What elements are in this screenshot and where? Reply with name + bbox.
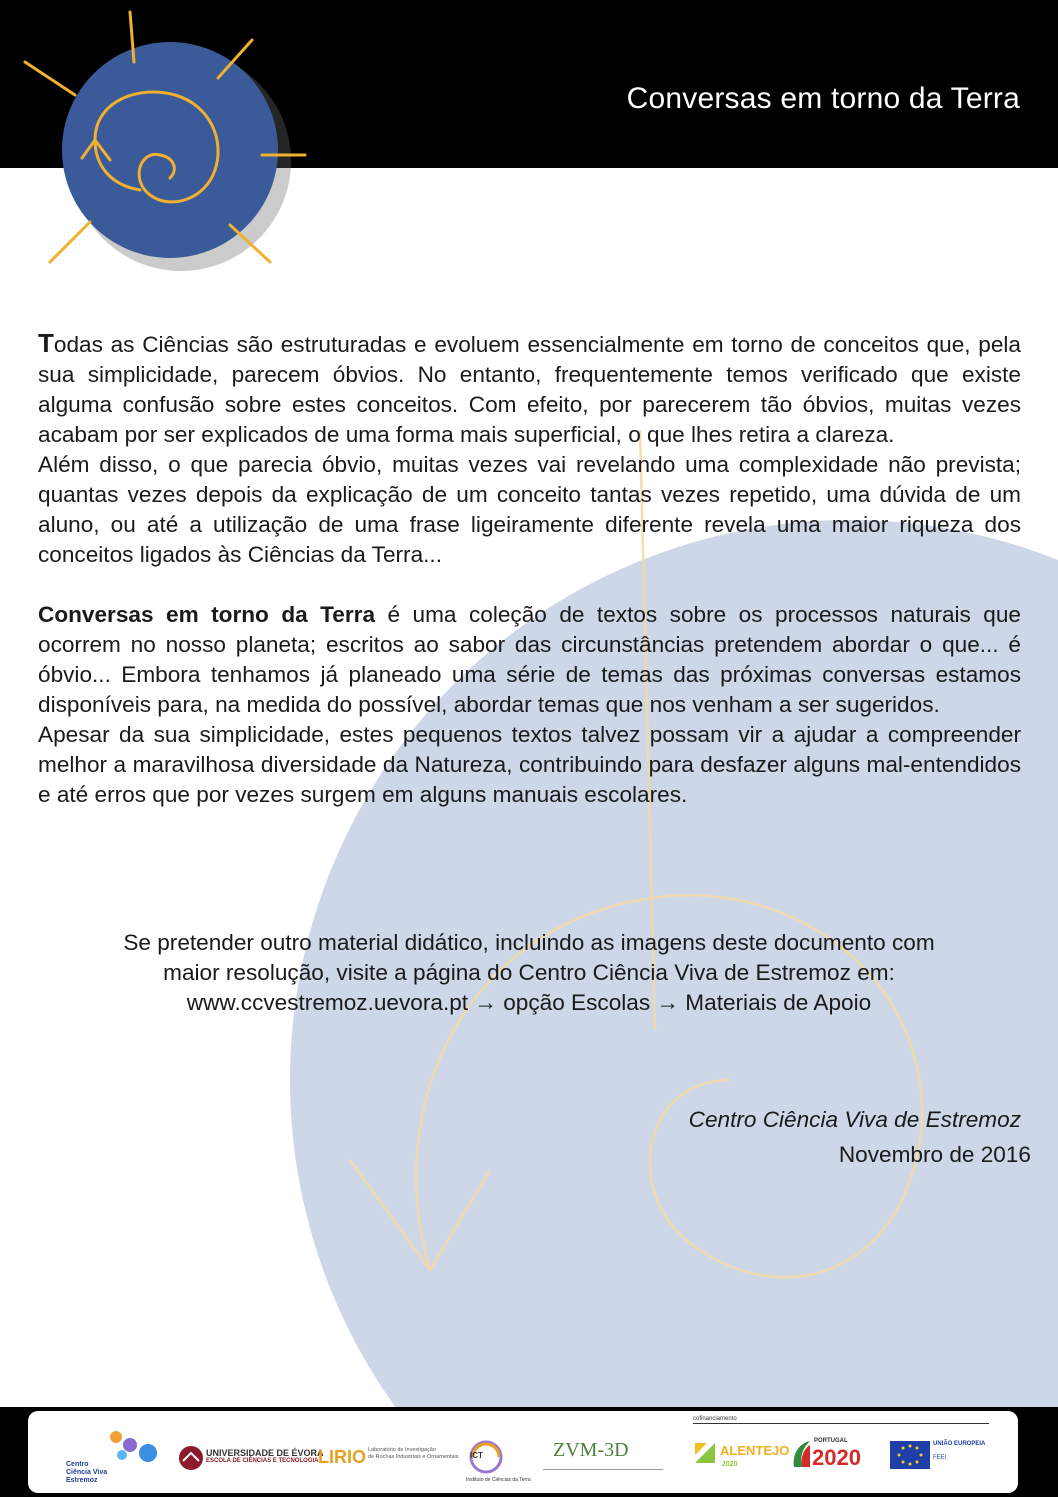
footer-logos (28, 1411, 1018, 1493)
eu-label: UNIÃO EUROPEIA (933, 1441, 986, 1447)
ccv-logo: Centro Ciência Viva Estremoz (66, 1461, 108, 1484)
ccv-bubbles-icon (108, 1429, 168, 1479)
alentejo-logo: ALENTEJO (720, 1443, 790, 1458)
ict-logo: ICT (470, 1451, 483, 1460)
uevora-logo: UNIVERSIDADE DE ÉVORA ESCOLA DE CIÊNCIAS E TECNOLOGIA (206, 1448, 324, 1464)
paragraph-4: Apesar da sua simplicidade, estes pequenos textos talvez possam vir a ajudar a compreender melhor a maravilhosa diversidade da Natureza, contribuindo para desfazer alguns mal-entendidos e até erros que por vezes surgem em alguns manuais escolares. (38, 722, 1021, 807)
eu-flag-icon (890, 1441, 930, 1469)
page-title: Conversas em torno da Terra (626, 82, 1020, 115)
zvm-subtext-divider (543, 1469, 663, 1480)
portugal-flag-icon (790, 1439, 812, 1469)
info-block (0, 928, 1058, 1018)
info-line-1: Se pretender outro material didático, incluindo as imagens deste documento com (123, 930, 935, 955)
spiral-sun-logo-icon (0, 0, 340, 300)
portugal-label: PORTUGAL (814, 1438, 848, 1444)
paragraph-2: Além disso, o que parecia óbvio, muitas vezes vai revelando uma complexidade não prevista; quantas vezes depois da explicação de um conceito tantas vezes repetido, uma dúvida de um aluno, ou até a utilização de uma frase ligeiramente diferente revela uma maior riqueza dos conceitos ligados às Ciências da Terra... (38, 452, 1021, 567)
info-line-2: maior resolução, visite a página do Centro Ciência Viva de Estremoz em: (163, 960, 895, 985)
paragraph-1-text: odas as Ciências são estruturadas e evoluem essencialmente em torno de conceitos que, pela sua simplicidade, parecem óbvios. No entanto, frequentemente temos verificado que existe alguma confusão sobre estes conceitos. Com efeito, por parecerem tão óbvios, muitas vezes acabam por ser explicados de uma forma mais superficial, o que lhes retira a clareza. (38, 332, 1021, 447)
signature-org: Centro Ciência Viva de Estremoz (688, 1107, 1021, 1132)
eu-fund: FEEI (933, 1455, 947, 1461)
main-text (38, 328, 1021, 810)
paragraph-3 (38, 600, 1021, 720)
cofinanciamento-divider (693, 1423, 989, 1424)
paragraph-3-text: é uma coleção de textos sobre os processos naturais que ocorrem no nosso planeta; escritos ao sabor das circunstâncias pretendem abordar o que... é óbvio... Embora tenhamos já planeado uma série de temas das próximas conversas estamos disponíveis para, na medida do possível, abordar temas que nos venham a ser sugeridos. (38, 602, 1022, 717)
collection-title: Conversas em torno da Terra (38, 602, 376, 627)
alentejo-leaf-icon (693, 1441, 717, 1465)
portugal-2020: 2020 (812, 1445, 861, 1470)
drop-letter: T (38, 328, 54, 358)
paragraph-1 (38, 328, 1021, 450)
footer-band (0, 1407, 1058, 1497)
info-link[interactable]: www.ccvestremoz.uevora.pt → opção Escolas → Materiais de Apoio (186, 990, 872, 1015)
uevora-emblem-icon (178, 1445, 204, 1471)
lirio-logo: LIRIO (318, 1447, 366, 1467)
lirio-desc: Laboratório de Investigação de Rochas Industriais e Ornamentais (368, 1447, 459, 1460)
signature-date: Novembro de 2016 (838, 1142, 1031, 1167)
cofinanciamento-label: cofinanciamento (693, 1416, 737, 1422)
zvm-logo: ZVM-3D (553, 1439, 629, 1461)
ict-desc: Instituto de Ciências da Terra (466, 1477, 531, 1483)
alentejo-year: 2020 (722, 1461, 738, 1468)
